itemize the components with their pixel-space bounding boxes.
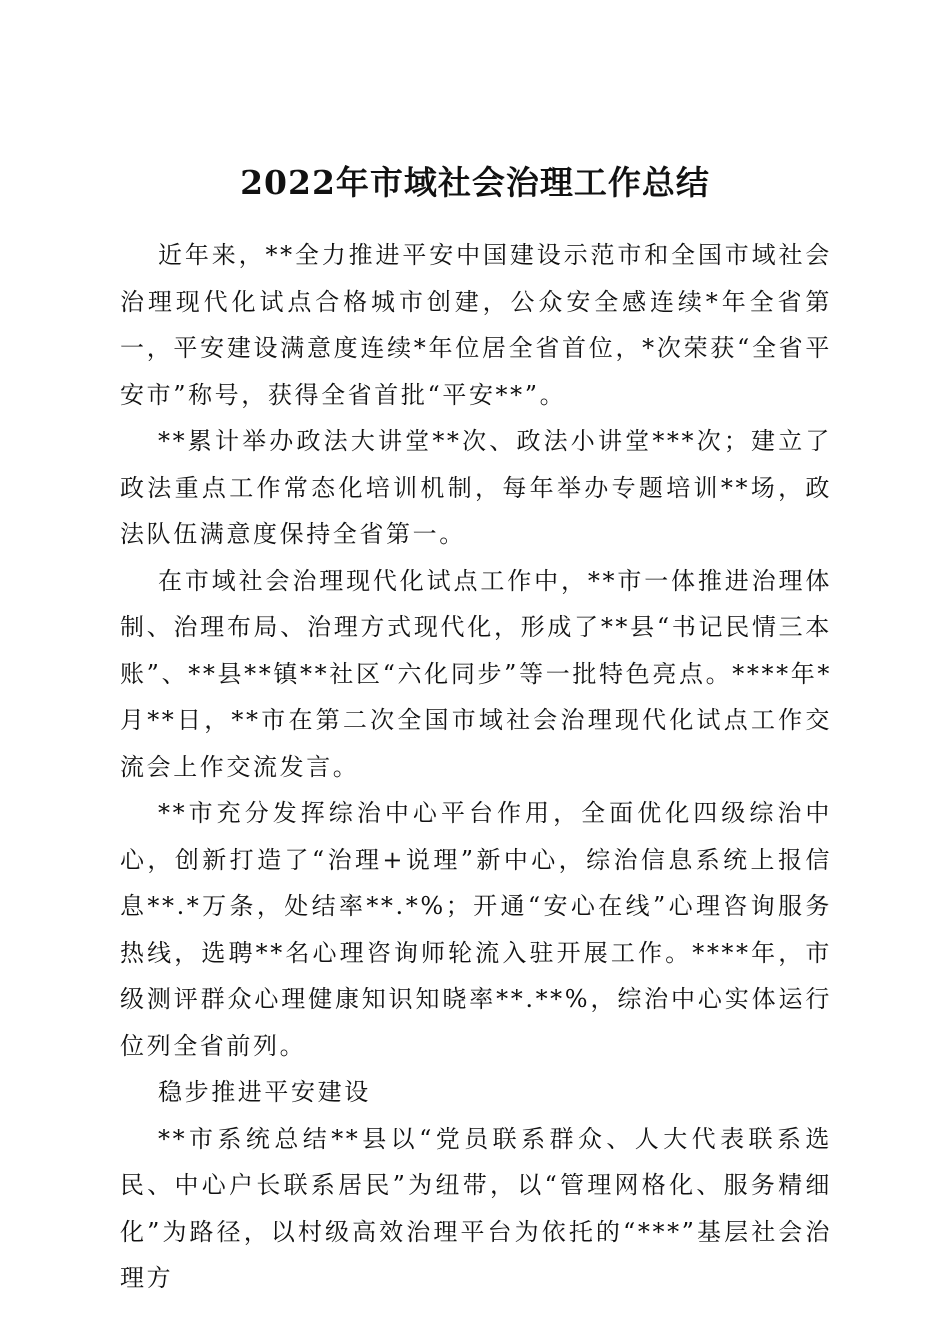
document-title: 2022年市域社会治理工作总结 bbox=[240, 163, 710, 203]
paragraph: **市充分发挥综治中心平台作用，全面优化四级综治中心，创新打造了“治理+说理”新中心，综治信息系统上报信息**.*万条，处结率**.*%；开通“安心在线”心理咨询服务热线，选聘**名心理咨询师轮流入驻开展工作。****年，市级测评群众心理健康知识知晓率**.**%，综治中心实体运行位列全省前列。 bbox=[120, 799, 832, 1060]
paragraph: **累计举办政法大讲堂**次、政法小讲堂***次；建立了政法重点工作常态化培训机制，每年举办专题培训**场，政法队伍满意度保持全省第一。 bbox=[120, 427, 832, 548]
paragraph: **市系统总结**县以“党员联系群众、人大代表联系选民、中心户长联系居民”为纽带，以“管理网格化、服务精细化”为路径，以村级高效治理平台为依托的“***”基层社会治理方 bbox=[120, 1124, 832, 1292]
paragraph: 在市域社会治理现代化试点工作中，**市一体推进治理体制、治理布局、治理方式现代化，形成了**县“书记民情三本账”、**县**镇**社区“六化同步”等一批特色亮点。****年*月**日，**市在第二次全国市域社会治理现代化试点工作交流会上作交流发言。 bbox=[120, 566, 832, 781]
section-heading: 稳步推进平安建设 bbox=[158, 1078, 371, 1106]
paragraph: 近年来，**全力推进平安中国建设示范市和全国市域社会治理现代化试点合格城市创建，公众安全感连续*年全省第一，平安建设满意度连续*年位居全省首位，*次荣获“全省平安市”称号，获得全省首批“平安**”。 bbox=[120, 241, 832, 409]
document-body bbox=[120, 232, 832, 1302]
